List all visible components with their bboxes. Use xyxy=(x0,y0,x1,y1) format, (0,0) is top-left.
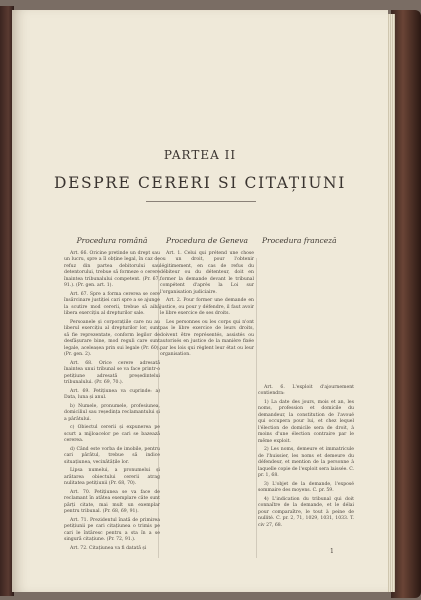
column-romanian xyxy=(64,238,160,554)
column-title: Procedura de Geneva xyxy=(166,236,248,245)
paragraph: c) Obiectul cererii și expunerea pe scurt a mijloacelor pe cari se bazează cererea. xyxy=(64,425,160,443)
paragraph: d) Când este vorba de imobile, pentru cari pârâtul, trebue să indice situațiunea, vecinătățile lor. xyxy=(64,446,160,465)
paragraph: Art. 68. Orice cerere adresată înaintea unui tribunal se va face printr-o petițiune adresată președintelui tribunalului. (Pr. 69, 70.). xyxy=(64,360,160,385)
paragraph: 3) L'objet de la demande, l'exposé sommaire des moyens. C. pr. 59. xyxy=(258,481,354,493)
column-title: Procedura franceză xyxy=(262,236,337,245)
paragraph: 1) La date des jours, mois et an, les noms, profession et domicile du demandeur, la constitution de l'avoué qui occupera pour lui, et chez lequel l'élection de domicile sera de droit, à moins d'une élection contraire par le même exploit. xyxy=(258,399,354,444)
column-geneva xyxy=(160,238,254,361)
column-divider xyxy=(256,258,257,558)
paragraph: 2) Les noms, demeure et immatricule de l'huissier, les noms et demeure du défendeur, et mention de la personne à laquelle copie de l'exploit sera laissée. C. pr. 1, 68. xyxy=(258,447,355,478)
paragraph: b) Numele, pronumele, profesiunea, domiciliul sau reședința reclamantului și a pârâtului. xyxy=(64,403,160,422)
paragraph: Art. 66. Oricine pretinde un drept sau un lucru, spre a îl obține legal, în caz de refuz din partea debitorului sau detentorului, trebue să formeze o cerere înaintea tribunalului competent. (Pr. 67, 91.). (Pr. gen. art. 1). xyxy=(64,250,160,288)
paragraph: Art. 6. L'exploit d'ajournement contiendra: xyxy=(258,384,354,396)
paragraph: Art. 72. Citațiunea va fi datată și xyxy=(70,545,147,551)
paragraph: Art. 2. Pour former une demande en justice, ou pour y défendre, il faut avoir le libre exercice de ses droits. xyxy=(160,298,254,316)
paragraph: Lipsa numelui, a pronumelui și arătarea obiectului cererii atrag nulitatea petițiunii (Pr. 68, 70). xyxy=(64,468,160,486)
paragraph: Art. 71. Prezidentul înată de primirea petițiunii pe cari citațiunea o trimis pe cari le întăresc pentru a sta în a se singură citațiune. (Pr. 72, 91.). xyxy=(64,517,160,542)
paragraph: Art. 1. Celui qui prétend une chose ou un droit, pour l'obtenir légitimement, en cas de refus du débiteur ou du détenteur, doit en former la demande devant le tribunal compétent d'après la Loi sur l'organisation judiciaire. xyxy=(160,250,254,295)
column-title: Procedura română xyxy=(76,236,148,245)
paragraph: Art. 67. Spre a forma cererea se cere însărcinare justiției cari spre a se ajunge la scutire mod cererii, trebue să aibă libera exercițiu al drepturilor sale. xyxy=(64,291,160,316)
title-rule xyxy=(146,201,256,202)
part-title: PARTEA II xyxy=(163,148,237,162)
paragraph: Art. 69. Petițiunea va cuprinde: a) Data, luna și anul. xyxy=(64,388,160,400)
book-page xyxy=(12,10,388,592)
paragraph: Art. 70. Petițiunea se va face de reclamant în atâtea exemplare câte sunt părți citate, mai mult un exemplar pentru tribunal. (Pr. 68, 69, 91). xyxy=(64,489,160,514)
paragraph: Persoanele și corporațiile care nu au liberul exercițiu al drepturilor lor, sunt să fie reprezentate, conform legilor de desfășurare bine, mod reguli care sunt legale, aceleașea prin sui legale (Pr. 60). (Pr. gen. 2). xyxy=(64,319,160,357)
paragraph: 4) L'indication du tribunal qui doit connaître de la demande, et le délai pour comparaître, le tout à peine de nullité. C. pr. 2, 71, 1029, 1031, 1033. T. civ 27, 68. xyxy=(258,496,354,528)
section-title: DESPRE CERERI SI CITAȚIUNI xyxy=(54,174,346,192)
book-cover-right xyxy=(391,10,421,598)
column-french xyxy=(258,238,354,531)
paragraph: Les personnes ou les corps qui n'ont pas le libre exercice de leurs droits, doivent être représentés, assistés ou autorisés en justice de la manière fixée par les lois qui règlent leur état ou leur organisation. xyxy=(160,319,254,357)
page-number: 1 xyxy=(330,548,334,555)
